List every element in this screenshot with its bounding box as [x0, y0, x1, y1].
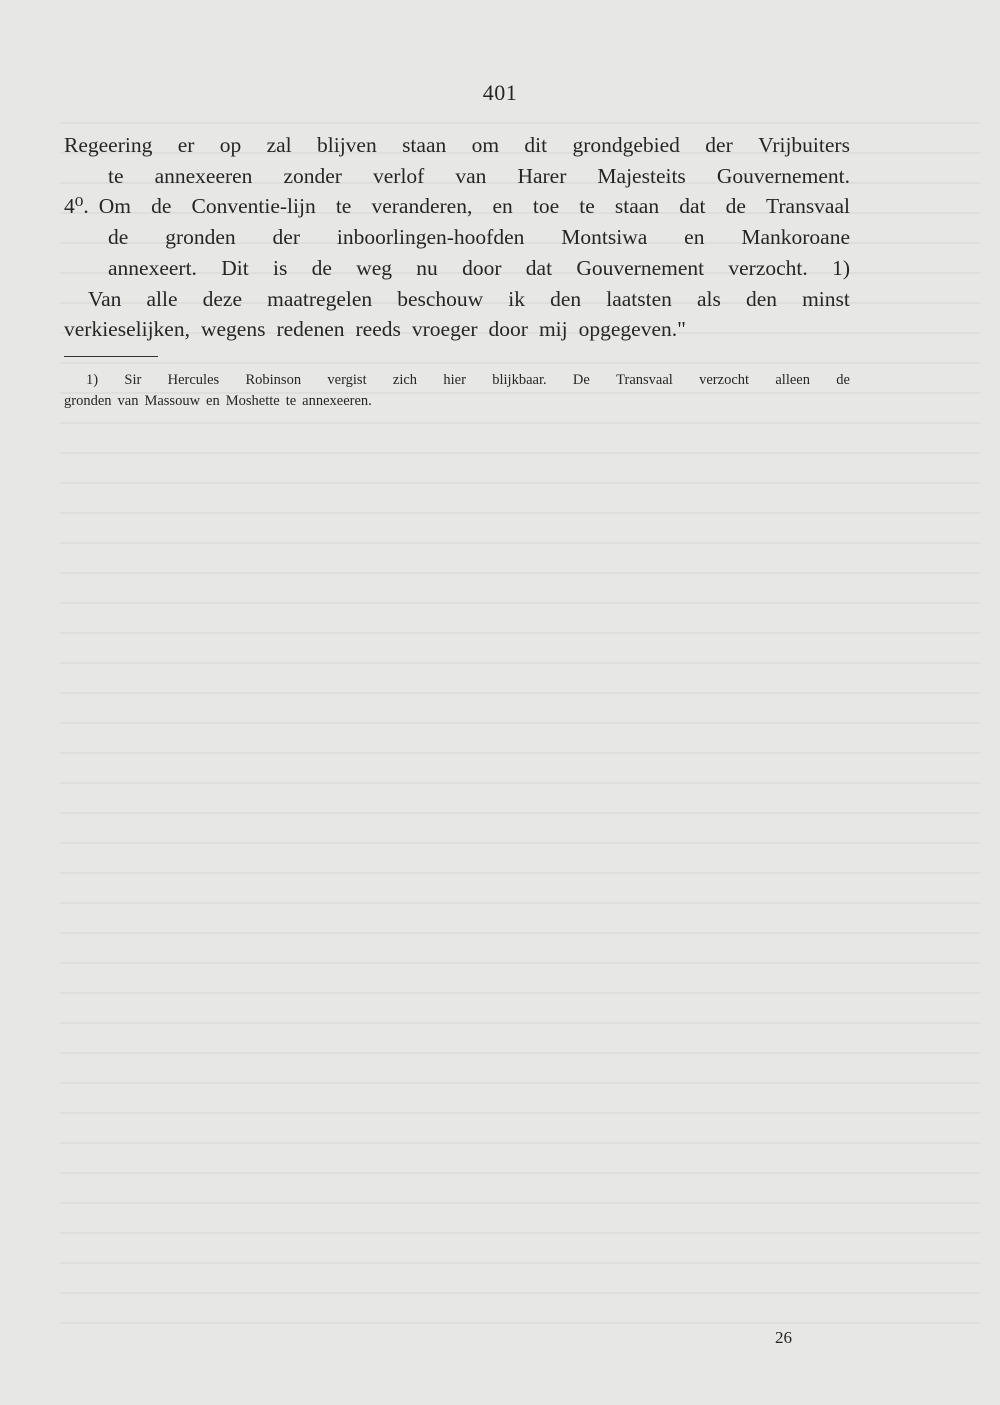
word: Gouvernement	[576, 255, 705, 280]
text-line-6	[64, 284, 850, 315]
word: staan	[614, 194, 660, 219]
word: grondgebied	[572, 133, 680, 157]
word: Regeering	[64, 133, 153, 157]
footnote-line-1	[64, 370, 850, 391]
word: veranderen,	[371, 194, 473, 219]
word: zal	[266, 133, 292, 157]
word: van	[117, 393, 139, 409]
word: den	[745, 286, 777, 311]
word: mij	[538, 317, 568, 342]
item-text	[99, 191, 850, 222]
word: vergist	[327, 372, 367, 388]
word: Hercules	[167, 372, 220, 388]
word: Robinson	[245, 372, 302, 388]
word: minst	[802, 286, 850, 311]
word: op	[219, 133, 242, 157]
word: gronden	[64, 393, 112, 409]
word: laatsten	[606, 286, 672, 311]
word: der	[272, 225, 300, 250]
page-number: 401	[482, 80, 518, 105]
word: blijven	[317, 133, 377, 157]
word: Conventie-lijn	[191, 194, 316, 219]
footnote	[64, 370, 850, 412]
item-number: 4⁰.	[64, 194, 89, 219]
word: Transvaal	[765, 194, 850, 219]
word: verkieselijken,	[64, 317, 190, 342]
word: de	[151, 194, 172, 219]
word: Massouw	[144, 393, 201, 409]
word: alle	[146, 286, 178, 311]
footnote-rule	[64, 356, 158, 357]
word: en	[206, 393, 220, 409]
word: annexeeren.	[302, 393, 372, 409]
word: dat	[679, 194, 706, 219]
word: zich	[392, 372, 418, 388]
show-through-heading	[180, 448, 740, 482]
main-text	[64, 130, 850, 345]
text-line-2	[64, 161, 850, 192]
word: reeds	[355, 317, 401, 342]
word: weg	[356, 255, 393, 280]
signature-mark: 26	[775, 1328, 792, 1347]
word: te	[285, 393, 297, 409]
word: toe	[532, 194, 560, 219]
word: beschouw	[397, 286, 484, 311]
word: de	[311, 255, 332, 280]
word: Om	[98, 194, 131, 219]
word: wegens	[200, 317, 266, 342]
word: verzocht	[699, 372, 750, 388]
word: te	[335, 194, 352, 219]
word: verlof	[373, 163, 425, 188]
word: dit	[524, 133, 548, 157]
word: blijkbaar.	[492, 372, 547, 388]
word: de	[108, 225, 129, 250]
word: gronden	[165, 225, 236, 250]
word: 1)	[832, 255, 850, 280]
word: Dit	[221, 255, 249, 280]
word: annexeeren	[154, 163, 253, 188]
word: maatregelen	[267, 286, 373, 311]
word: van	[455, 163, 487, 188]
word: te	[579, 194, 595, 219]
word: Mankoroane	[741, 225, 850, 250]
word: den	[550, 286, 582, 311]
word: Montsiwa	[561, 225, 648, 250]
word: nu	[416, 255, 438, 280]
word: opgegeven."	[578, 317, 686, 342]
word: Gouvernement.	[716, 163, 850, 188]
word: Sir	[124, 372, 142, 388]
word: Vrijbuiters	[758, 133, 850, 157]
word: ik	[508, 286, 526, 311]
word: annexeert.	[108, 255, 197, 280]
word: Harer	[517, 163, 567, 188]
text-line-1	[64, 130, 850, 161]
word: om	[471, 133, 500, 157]
word: staan	[402, 133, 447, 157]
word: de	[725, 194, 746, 219]
word: De	[572, 372, 590, 388]
word: de	[836, 372, 850, 388]
word: der	[705, 133, 733, 157]
word: verzocht.	[728, 255, 808, 280]
word: deze	[202, 286, 243, 311]
word: door	[462, 255, 502, 280]
word: redenen	[276, 317, 345, 342]
word: dat	[525, 255, 553, 280]
footnote-line-2	[64, 391, 850, 412]
word: er	[177, 133, 195, 157]
word: Van	[88, 286, 122, 311]
word: vroeger	[411, 317, 478, 342]
text-line-7	[64, 314, 850, 345]
word: hier	[443, 372, 466, 388]
text-line-4	[64, 222, 850, 253]
word: Transvaal	[616, 372, 673, 388]
word: inboorlingen-hoofden	[336, 225, 525, 250]
word: alleen	[775, 372, 810, 388]
word: Moshette	[225, 393, 280, 409]
word: zonder	[283, 163, 342, 188]
word: als	[696, 286, 721, 311]
word: 1)	[86, 372, 99, 388]
word: en	[492, 194, 513, 219]
word: door	[488, 317, 528, 342]
word: te	[108, 163, 124, 188]
word: Majesteits	[597, 163, 686, 188]
text-line-3	[64, 191, 850, 222]
word: is	[272, 255, 288, 280]
text-line-5	[64, 253, 850, 284]
word: en	[684, 225, 705, 250]
